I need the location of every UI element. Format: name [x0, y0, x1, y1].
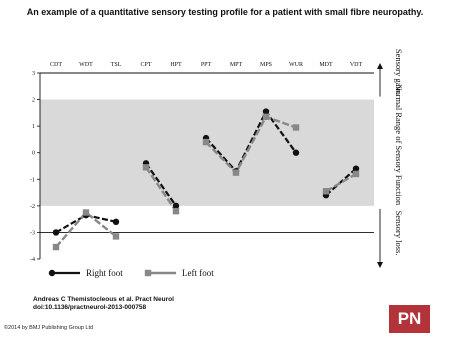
legend-right-foot-label: Right foot	[86, 268, 123, 278]
y-tick-label: 1	[32, 124, 35, 131]
x-category-label: WDT	[79, 62, 93, 68]
sensory-loss-label: Sensory loss.	[394, 210, 404, 256]
legend-left-foot-label: Left foot	[182, 268, 214, 278]
citation-authors: Andreas C Themistocleous et al. Pract Neurol	[33, 296, 174, 303]
slide-title: An example of a quantitative sensory testing profile for a patient with small fibre neuropathy.	[26, 7, 424, 17]
legend-left-foot-marker	[145, 270, 151, 276]
left-foot-point	[263, 114, 269, 120]
left-foot-point	[203, 139, 209, 145]
right-foot-point	[113, 219, 119, 225]
x-category-label: MPS	[259, 62, 273, 68]
y-tick-label: -4	[30, 257, 35, 263]
right-foot-point	[293, 150, 299, 156]
citation-doi: doi:10.1136/practneurol-2013-000758	[33, 304, 147, 311]
left-foot-point	[53, 244, 59, 250]
x-category-label: HPT	[170, 62, 182, 68]
left-foot-point	[173, 208, 179, 214]
y-tick-label: -3	[30, 230, 35, 237]
sensory-gain-label: Sensory gain.	[394, 48, 404, 96]
left-foot-point	[83, 209, 89, 215]
left-foot-point	[323, 188, 329, 194]
x-category-label: PPT	[200, 62, 212, 68]
y-tick-label: -2	[30, 203, 35, 210]
left-foot-point	[293, 124, 299, 130]
legend-right-foot-marker	[49, 270, 55, 276]
journal-logo: PN	[389, 305, 430, 333]
x-category-label: MPT	[229, 62, 243, 68]
x-category-label: MDT	[319, 62, 333, 68]
y-tick-label: -1	[30, 177, 35, 184]
left-foot-point	[233, 169, 239, 175]
left-foot-point	[143, 164, 149, 170]
normal-range-label: Normal Range of Sensory Function	[394, 84, 404, 206]
gain-arrow-head	[377, 63, 383, 69]
y-tick-label: 2	[32, 97, 35, 104]
x-category-label: CDT	[50, 62, 62, 68]
right-foot-point	[53, 229, 59, 235]
x-category-label: CPT	[140, 62, 152, 68]
x-category-label: TSL	[110, 62, 122, 68]
copyright-notice: ©2014 by BMJ Publishing Group Ltd	[4, 325, 94, 331]
citation	[33, 296, 174, 312]
left-foot-point	[353, 171, 359, 177]
y-tick-label: 0	[32, 150, 35, 157]
left-foot-point	[113, 233, 119, 239]
x-category-label: WUR	[289, 62, 303, 68]
y-tick-label: 3	[32, 71, 35, 77]
x-category-label: VDT	[349, 62, 363, 68]
loss-arrow-head	[377, 262, 383, 268]
